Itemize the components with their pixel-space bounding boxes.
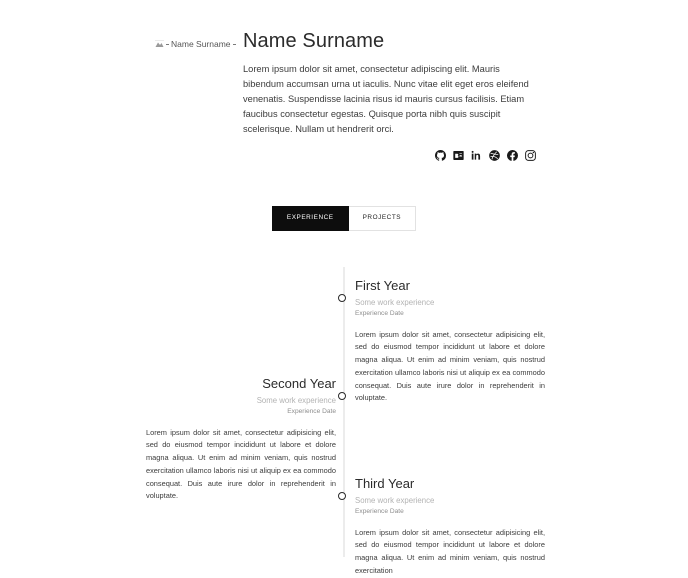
facebook-icon[interactable] xyxy=(507,150,518,161)
profile-intro xyxy=(233,30,538,137)
profile-bio: Lorem ipsum dolor sit amet, consectetur adipiscing elit. Mauris bibendum accumsan urna ut iaculis. Nunc vitae elit eget eros eleifend venenatis. Suspendisse lacinia risus id mauris cursus facilisis. Etiam faucibus consectetur egestas. Quisque porta nibh quis suscipit scelerisque. Nullam ut hendrerit orci. xyxy=(243,64,529,135)
entry-date: Experience Date xyxy=(355,310,404,318)
entry-description: Lorem ipsum dolor sit amet, consectetur adipisicing elit, sed do eiusmod tempor incididunt ut labore et dolore magna aliqua. Ut enim ad minim veniam, quis nostrud exercitation ullamco laboris nisi ut aliquip ex ea commodo consequat. Duis aute irure dolor in reprehenderit in voluptate. xyxy=(355,329,545,403)
entry-title: Third Year xyxy=(355,475,415,491)
timeline-axis xyxy=(343,267,345,557)
experience-timeline xyxy=(0,267,688,575)
entry-subtitle: Some work experience xyxy=(355,297,435,307)
tab-projects[interactable]: PROJECTS xyxy=(349,206,417,230)
avatar xyxy=(155,30,233,53)
behance-icon[interactable] xyxy=(453,150,464,161)
entry-title: Second Year xyxy=(262,375,336,391)
dribbble-icon[interactable] xyxy=(489,150,500,161)
timeline-marker xyxy=(338,392,346,400)
instagram-icon[interactable] xyxy=(525,150,536,161)
entry-description: Lorem ipsum dolor sit amet, consectetur adipisicing elit, sed do eiusmod tempor incididunt ut labore et dolore magna aliqua. Ut enim ad minim veniam, quis nostrud exercitation xyxy=(355,527,545,575)
linkedin-icon[interactable] xyxy=(471,150,482,161)
page-title: Name Surname xyxy=(243,30,385,52)
timeline-marker xyxy=(338,294,346,302)
section-tabs xyxy=(0,206,688,230)
entry-title: First Year xyxy=(355,277,410,293)
entry-date: Experience Date xyxy=(355,508,404,516)
timeline-marker xyxy=(338,492,346,500)
broken-image-placeholder xyxy=(155,39,236,49)
tab-experience[interactable]: EXPERIENCE xyxy=(272,206,349,230)
entry-subtitle: Some work experience xyxy=(355,495,435,505)
alt-text-bracket-left xyxy=(166,44,169,45)
broken-image-icon xyxy=(155,40,164,48)
avatar-alt-text: Name Surname xyxy=(171,39,231,49)
github-icon[interactable] xyxy=(435,150,446,161)
social-links xyxy=(0,137,688,161)
entry-description: Lorem ipsum dolor sit amet, consectetur adipisicing elit, sed do eiusmod tempor incididunt ut labore et dolore magna aliqua. Ut enim ad minim veniam, quis nostrud exercitation ullamco laboris nisi ut aliquip ex ea commodo consequat. Duis aute irure dolor in reprehenderit in voluptate. xyxy=(146,427,336,501)
entry-date: Experience Date xyxy=(287,408,336,416)
profile-header xyxy=(0,0,688,137)
entry-subtitle: Some work experience xyxy=(256,395,336,405)
